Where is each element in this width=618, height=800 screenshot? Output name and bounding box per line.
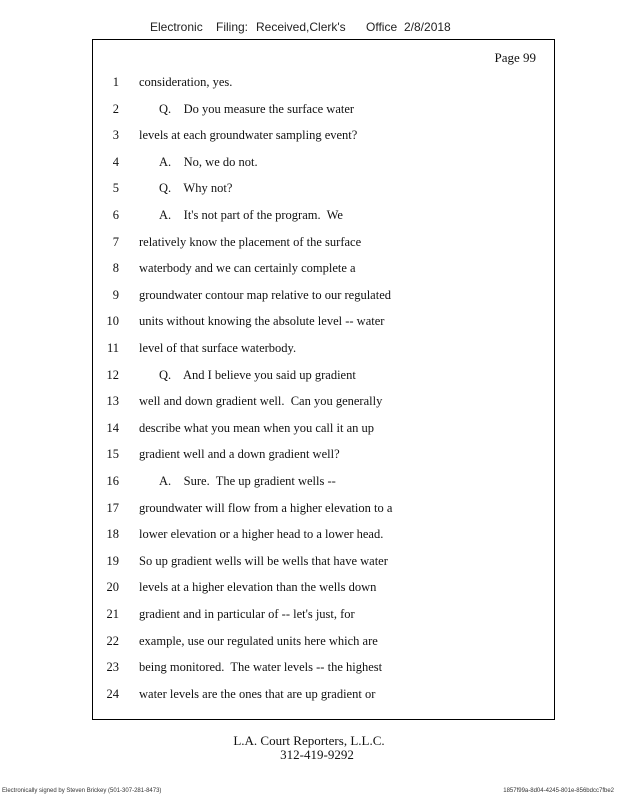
transcript-line bbox=[93, 365, 554, 385]
line-text: consideration, yes. bbox=[139, 75, 233, 89]
line-number: 23 bbox=[106, 660, 119, 675]
line-number: 22 bbox=[106, 633, 119, 648]
transcript-line bbox=[93, 524, 554, 544]
filing-stamp-word: Received,Clerk's bbox=[256, 20, 346, 34]
line-number: 11 bbox=[106, 341, 119, 355]
line-number: 16 bbox=[106, 474, 119, 488]
page-number-label: Page 99 bbox=[494, 50, 536, 65]
transcript-line bbox=[93, 498, 554, 518]
line-text: relatively know the placement of the surface bbox=[139, 234, 362, 249]
filing-stamp-word: Filing: bbox=[216, 20, 249, 34]
line-text: So up gradient wells will be wells that have water bbox=[139, 553, 388, 568]
line-number: 6 bbox=[112, 208, 119, 222]
line-text: groundwater will flow from a higher elevation to a bbox=[139, 500, 393, 515]
line-text: groundwater contour map relative to our regulated bbox=[139, 287, 391, 302]
transcript-line bbox=[93, 551, 554, 571]
line-text: Q. Why not? bbox=[159, 181, 233, 196]
line-number: 8 bbox=[112, 261, 119, 276]
line-text: well and down gradient well. Can you generally bbox=[139, 394, 383, 409]
line-number: 1 bbox=[112, 75, 119, 89]
line-text: waterbody and we can certainly complete a bbox=[139, 261, 356, 276]
line-text: levels at each groundwater sampling event? bbox=[139, 128, 358, 143]
filing-stamp-word: Electronic bbox=[150, 20, 203, 34]
line-number: 24 bbox=[106, 686, 119, 701]
transcript-page-frame bbox=[92, 39, 555, 720]
transcript-line bbox=[93, 311, 554, 331]
transcript-line bbox=[93, 152, 554, 172]
transcript-line bbox=[93, 178, 554, 198]
line-number: 12 bbox=[106, 367, 119, 382]
reporter-phone: 312-419-9292 bbox=[280, 747, 354, 762]
document-id: 1857f99a-8d04-4245-801e-856bdcc7fbe2 bbox=[503, 788, 614, 794]
transcript-line bbox=[93, 444, 554, 464]
transcript-line bbox=[93, 72, 554, 92]
electronic-signature-note: Electronically signed by Steven Brickey (501-307-281-8473) bbox=[2, 788, 162, 794]
line-number: 19 bbox=[106, 553, 119, 568]
line-text: describe what you mean when you call it an up bbox=[139, 420, 374, 435]
line-text: lower elevation or a higher head to a lower head. bbox=[139, 527, 384, 542]
line-text: A. It's not part of the program. We bbox=[159, 208, 343, 222]
transcript-line bbox=[93, 391, 554, 411]
transcript-line bbox=[93, 99, 554, 119]
filing-stamp-word: 2/8/2018 bbox=[404, 20, 451, 34]
line-text: Q. And I believe you said up gradient bbox=[159, 367, 356, 382]
transcript-line bbox=[93, 471, 554, 491]
line-number: 4 bbox=[112, 154, 119, 169]
line-number: 3 bbox=[112, 128, 119, 143]
line-text: levels at a higher elevation than the wells down bbox=[139, 580, 377, 595]
line-text: units without knowing the absolute level -- water bbox=[139, 314, 385, 329]
line-number: 7 bbox=[112, 234, 119, 249]
line-number: 13 bbox=[106, 394, 119, 409]
transcript-line bbox=[93, 258, 554, 278]
line-number: 21 bbox=[106, 607, 119, 621]
line-text: level of that surface waterbody. bbox=[139, 341, 297, 355]
transcript-line bbox=[93, 285, 554, 305]
transcript-line bbox=[93, 631, 554, 651]
transcript-line bbox=[93, 418, 554, 438]
line-number: 14 bbox=[106, 420, 119, 435]
transcript-line bbox=[93, 604, 554, 624]
line-text: being monitored. The water levels -- the highest bbox=[139, 660, 383, 675]
transcript-line bbox=[93, 657, 554, 677]
line-text: Q. Do you measure the surface water bbox=[159, 101, 355, 116]
transcript-line bbox=[93, 577, 554, 597]
reporter-name: L.A. Court Reporters, L.L.C. bbox=[233, 733, 385, 748]
line-text: gradient well and a down gradient well? bbox=[139, 447, 340, 462]
transcript-line bbox=[93, 125, 554, 145]
transcript-line bbox=[93, 684, 554, 704]
line-number: 2 bbox=[112, 101, 119, 116]
line-text: water levels are the ones that are up gradient or bbox=[139, 686, 376, 701]
transcript-line bbox=[93, 338, 554, 358]
line-number: 5 bbox=[112, 181, 119, 196]
line-number: 20 bbox=[106, 580, 119, 595]
line-text: example, use our regulated units here which are bbox=[139, 633, 378, 648]
transcript-line bbox=[93, 205, 554, 225]
line-number: 17 bbox=[106, 500, 119, 515]
line-number: 18 bbox=[106, 527, 119, 542]
line-number: 15 bbox=[106, 447, 119, 462]
line-number: 9 bbox=[112, 287, 119, 302]
line-number: 10 bbox=[106, 314, 119, 329]
line-text: gradient and in particular of -- let's just, for bbox=[139, 607, 355, 621]
transcript-line bbox=[93, 232, 554, 252]
line-text: A. No, we do not. bbox=[159, 154, 258, 169]
line-text: A. Sure. The up gradient wells -- bbox=[159, 474, 336, 488]
filing-stamp-word: Office bbox=[366, 20, 398, 34]
